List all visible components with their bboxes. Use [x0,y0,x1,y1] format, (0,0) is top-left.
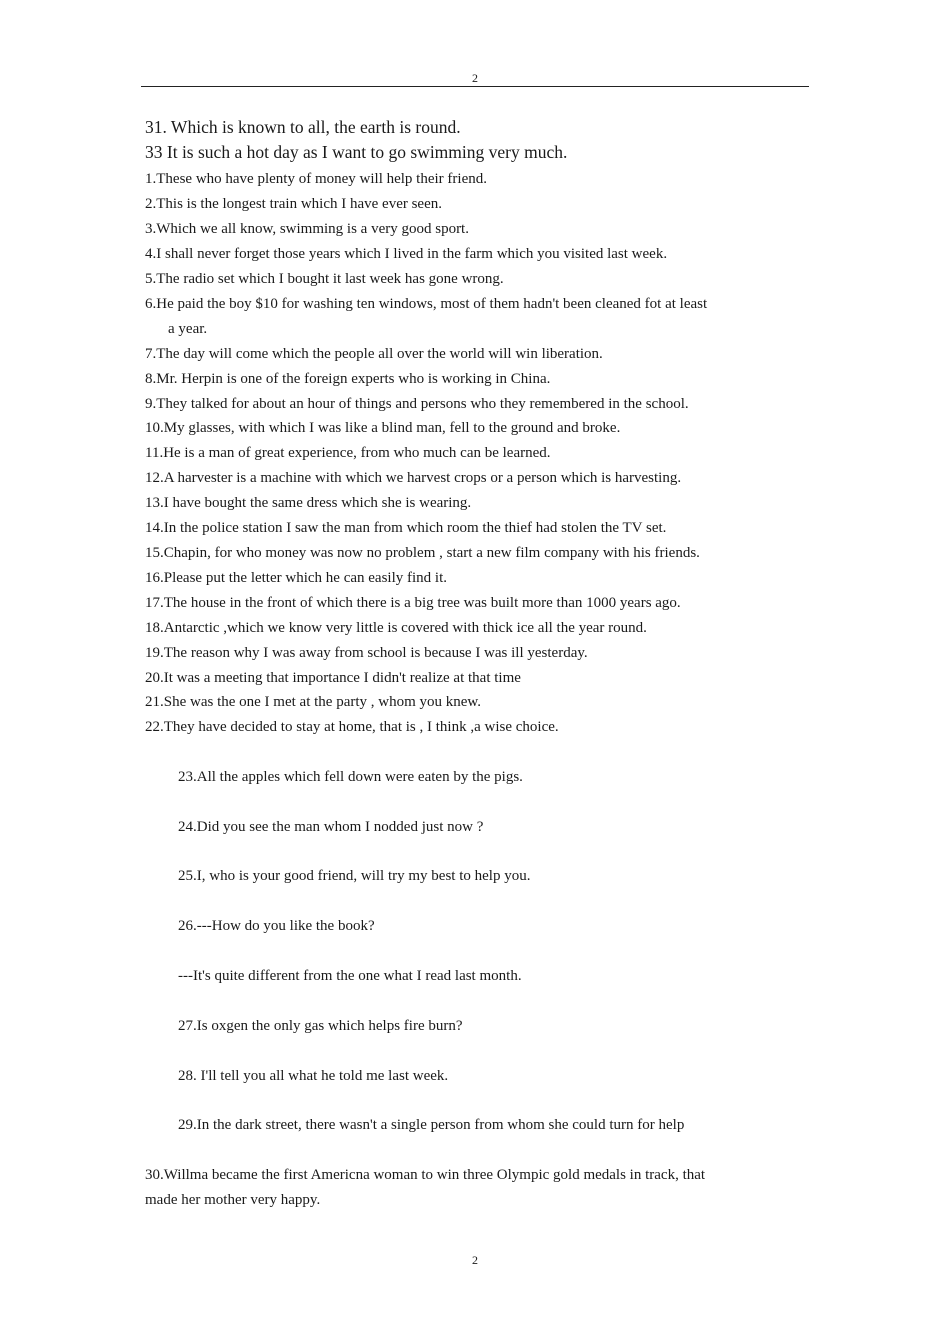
indented-exercise-item: 29.In the dark street, there wasn't a single person from whom she could turn for help [178,1117,685,1133]
indented-exercise-item: ---It's quite different from the one what I read last month. [178,968,522,984]
header-rule [141,86,809,87]
exercise-item: 11.He is a man of great experience, from who much can be learned. [145,445,551,461]
heading-line: 33 It is such a hot day as I want to go swimming very much. [145,142,568,162]
indented-exercise-item: 26.---How do you like the book? [178,918,375,934]
indented-exercise-item: 28. I'll tell you all what he told me last week. [178,1068,449,1084]
indented-exercise-item: 24.Did you see the man whom I nodded just now ? [178,819,484,835]
exercise-item: 6.He paid the boy $10 for washing ten windows, most of them hadn't been cleaned fot at least [145,296,708,312]
exercise-item: 10.My glasses, with which I was like a blind man, fell to the ground and broke. [145,420,621,436]
exercise-item: 14.In the police station I saw the man from which room the thief had stolen the TV set. [145,520,667,536]
exercise-item: 17.The house in the front of which there is a big tree was built more than 1000 years ago. [145,595,681,611]
exercise-item: 1.These who have plenty of money will help their friend. [145,171,487,187]
exercise-item: 19.The reason why I was away from school is because I was ill yesterday. [145,645,588,661]
exercise-item: 13.I have bought the same dress which she is wearing. [145,495,472,511]
exercise-item: 18.Antarctic ,which we know very little is covered with thick ice all the year round. [145,620,647,636]
exercise-item: 2.This is the longest train which I have ever seen. [145,196,442,212]
exercise-item-continuation: a year. [168,321,208,337]
exercise-item: 8.Mr. Herpin is one of the foreign experts who is working in China. [145,371,551,387]
exercise-item: 12.A harvester is a machine with which we harvest crops or a person which is harvesting. [145,470,682,486]
exercise-item: 4.I shall never forget those years which I lived in the farm which you visited last week. [145,246,668,262]
exercise-item: 22.They have decided to stay at home, that is , I think ,a wise choice. [145,719,559,735]
exercise-item: 16.Please put the letter which he can easily find it. [145,570,447,586]
final-exercise-item-continuation: made her mother very happy. [145,1192,321,1208]
exercise-item: 3.Which we all know, swimming is a very good sport. [145,221,469,237]
exercise-item: 9.They talked for about an hour of things and persons who they remembered in the school. [145,396,689,412]
exercise-item: 20.It was a meeting that importance I didn't realize at that time [145,670,521,686]
exercise-item: 21.She was the one I met at the party , whom you knew. [145,694,482,710]
final-exercise-item: 30.Willma became the first Americna woman to win three Olympic gold medals in track, that [145,1167,706,1183]
page-number-bottom: 2 [472,1253,478,1267]
heading-line: 31. Which is known to all, the earth is round. [145,117,461,137]
indented-exercise-item: 25.I, who is your good friend, will try my best to help you. [178,868,531,884]
exercise-item: 5.The radio set which I bought it last week has gone wrong. [145,271,504,287]
exercise-item: 15.Chapin, for who money was now no problem , start a new film company with his friends. [145,545,700,561]
indented-exercise-item: 23.All the apples which fell down were eaten by the pigs. [178,769,523,785]
exercise-item: 7.The day will come which the people all over the world will win liberation. [145,346,603,362]
indented-exercise-item: 27.Is oxgen the only gas which helps fire burn? [178,1018,463,1034]
page-number-top: 2 [472,71,478,85]
